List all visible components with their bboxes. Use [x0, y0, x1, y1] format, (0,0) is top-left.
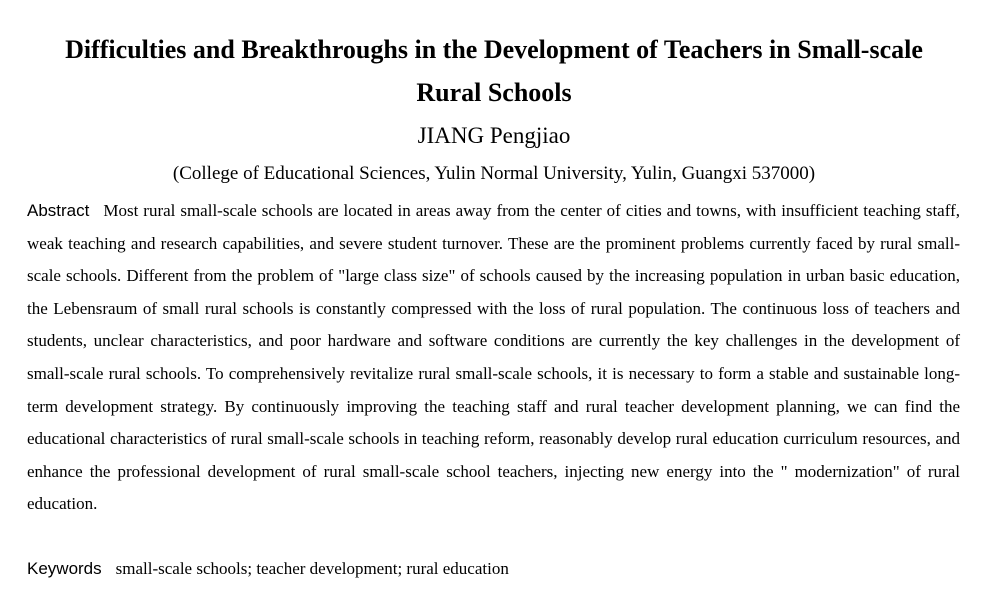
keywords-label: Keywords [27, 559, 102, 578]
paper-title: Difficulties and Breakthroughs in the Development of Teachers in Small-scale Rural Schools [65, 35, 923, 107]
abstract-text: Most rural small-scale schools are located in areas away from the center of cities and towns, with insufficient teaching staff, weak teaching and research capabilities, and severe student turnover. These are the prominent problems currently faced by rural small-scale schools. Different from the problem of "large class size" of schools caused by the increasing population in urban basic education, the Lebensraum of small rural schools is constantly compressed with the loss of rural population. The continuous loss of teachers and students, unclear characteristics, and poor hardware and software conditions are currently the key challenges in the development of small-scale rural schools. To comprehensively revitalize rural small-scale schools, it is necessary to form a stable and sustainable long-term development strategy. By continuously improving the teaching staff and rural teacher development planning, we can find the educational characteristics of rural small-scale schools in teaching reform, reasonably develop rural education curriculum resources, and enhance the professional development of rural small-scale school teachers, injecting new energy into the " modernization" of rural education. [27, 201, 960, 514]
author-affiliation: (College of Educational Sciences, Yulin Normal University, Yulin, Guangxi 537000) [172, 163, 816, 184]
keywords-text: small-scale schools; teacher development; rural education [115, 559, 509, 578]
abstract-label: Abstract [27, 201, 90, 220]
abstract-paragraph [27, 195, 960, 521]
author-name: JIANG Pengjiao [417, 123, 571, 148]
keywords-line [27, 554, 960, 584]
